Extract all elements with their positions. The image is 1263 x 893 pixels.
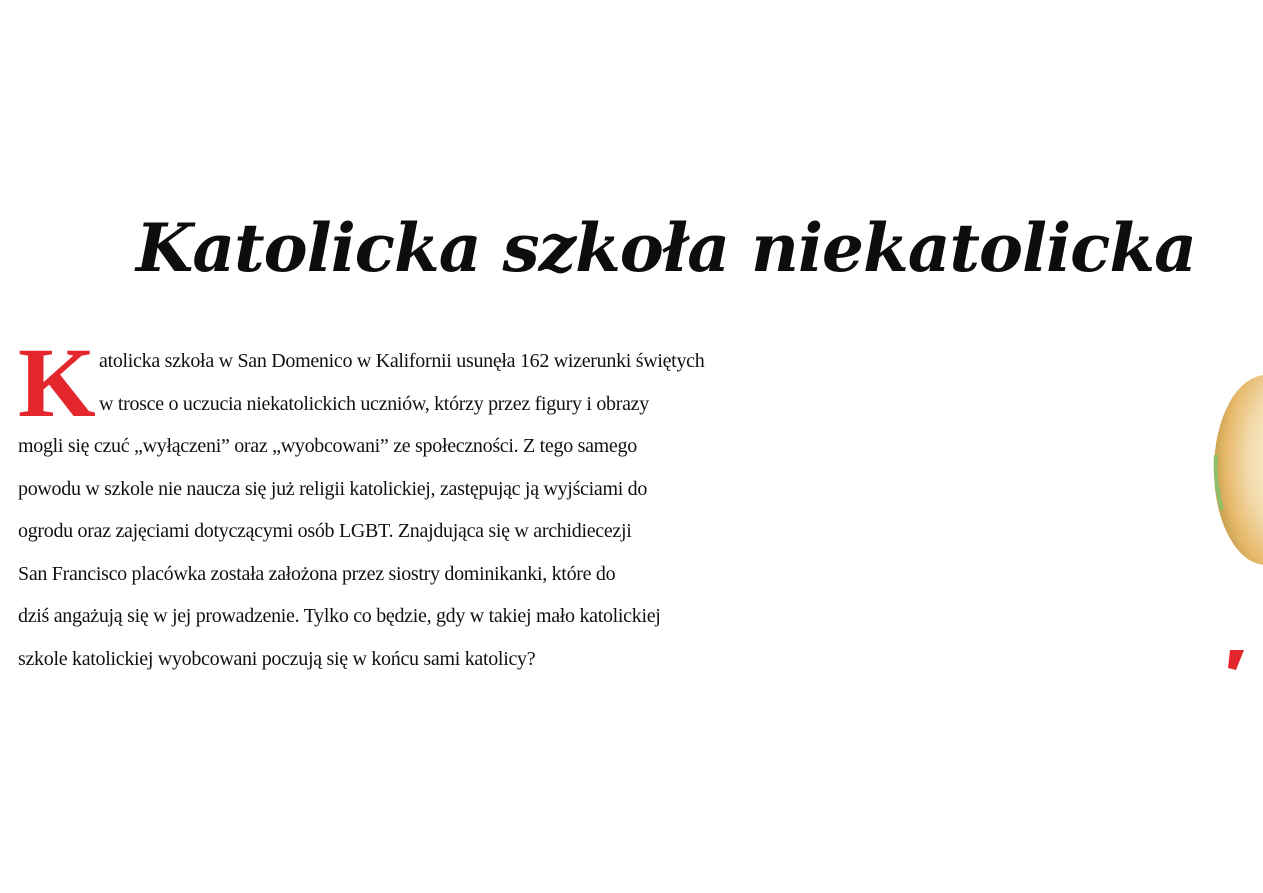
article-line: powodu w szkole nie naucza się już religii katolickiej, zastępując ją wyjściami do <box>18 477 648 500</box>
article-line: w trosce o uczucia niekatolickich uczniów, którzy przez figury i obrazy <box>99 392 649 415</box>
article-line: mogli się czuć „wyłączeni” oraz „wyobcowani” ze społeczności. Z tego samego <box>18 435 637 457</box>
drop-cap: K <box>18 327 96 438</box>
article-line: ogrodu oraz zajęciami dotyczącymi osób LGBT. Znajdująca się w archidiecezji <box>18 520 632 542</box>
illustration-shape <box>1214 375 1263 565</box>
article-title: Katolicka szkoła niekatolicka <box>136 209 1196 287</box>
article-line: San Francisco placówka została założona przez siostry dominikanki, które do <box>18 562 616 585</box>
article-line: atolicka szkoła w San Domenico w Kalifornii usunęła 162 wizerunki świętych <box>99 350 705 372</box>
article-line: szkole katolickiej wyobcowani poczują się w końcu sami katolicy? <box>18 647 536 670</box>
cropped-illustration <box>1200 360 1263 690</box>
article-body <box>18 327 1228 680</box>
illustration-shape <box>1228 650 1244 670</box>
article-line: dziś angażują się w jej prowadzenie. Tylko co będzie, gdy w takiej mało katolickiej <box>18 605 661 627</box>
